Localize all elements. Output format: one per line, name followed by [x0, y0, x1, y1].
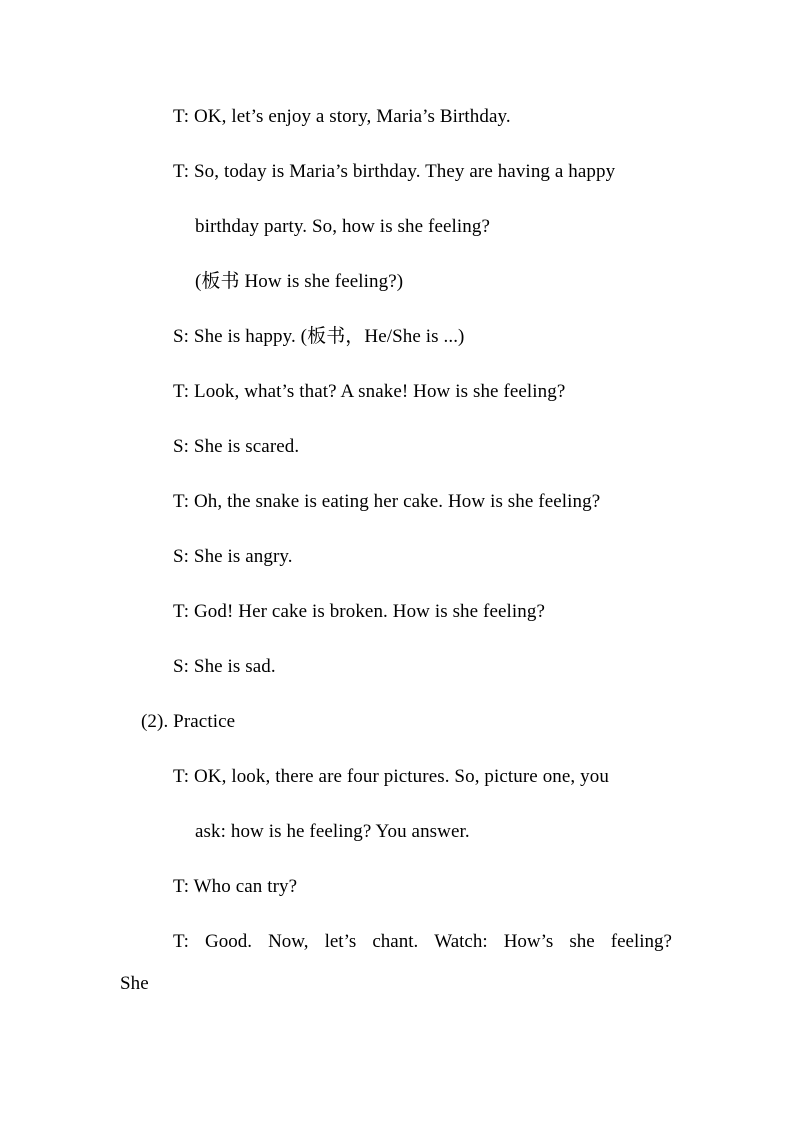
dialogue-line: S: She is angry. — [173, 546, 293, 567]
word: Watch: — [434, 931, 488, 952]
dialogue-line: T: Look, what’s that? A snake! How is she feeling? — [173, 381, 566, 402]
word: she — [569, 931, 595, 952]
word: How’s — [503, 931, 554, 952]
board-note: (板书 How is she feeling?) — [195, 271, 404, 292]
dialogue-line-wrap: She — [120, 973, 149, 994]
dialogue-line: T: God! Her cake is broken. How is she feeling? — [173, 601, 546, 622]
word: Good. — [205, 931, 252, 952]
dialogue-line-continuation: ask: how is he feeling? You answer. — [195, 821, 470, 842]
word: T: — [173, 931, 189, 952]
dialogue-line: S: She is happy. (板书，He/She is ...) — [173, 326, 465, 347]
word: feeling? — [610, 931, 672, 952]
word: Now, — [268, 931, 309, 952]
section-heading: (2). Practice — [141, 711, 236, 732]
dialogue-line: T: Oh, the snake is eating her cake. How is she feeling? — [173, 491, 601, 512]
dialogue-line: T: OK, look, there are four pictures. So, picture one, you — [173, 766, 609, 787]
dialogue-line-continuation: birthday party. So, how is she feeling? — [195, 216, 490, 237]
justified-dialogue-line — [173, 930, 672, 954]
dialogue-line: T: OK, let’s enjoy a story, Maria’s Birthday. — [173, 106, 511, 127]
word: let’s — [324, 931, 357, 952]
dialogue-line: S: She is scared. — [173, 436, 300, 457]
dialogue-line: T: Who can try? — [173, 876, 298, 897]
word: chant. — [372, 931, 419, 952]
dialogue-line: S: She is sad. — [173, 656, 276, 677]
dialogue-line: T: So, today is Maria’s birthday. They are having a happy — [173, 161, 616, 182]
